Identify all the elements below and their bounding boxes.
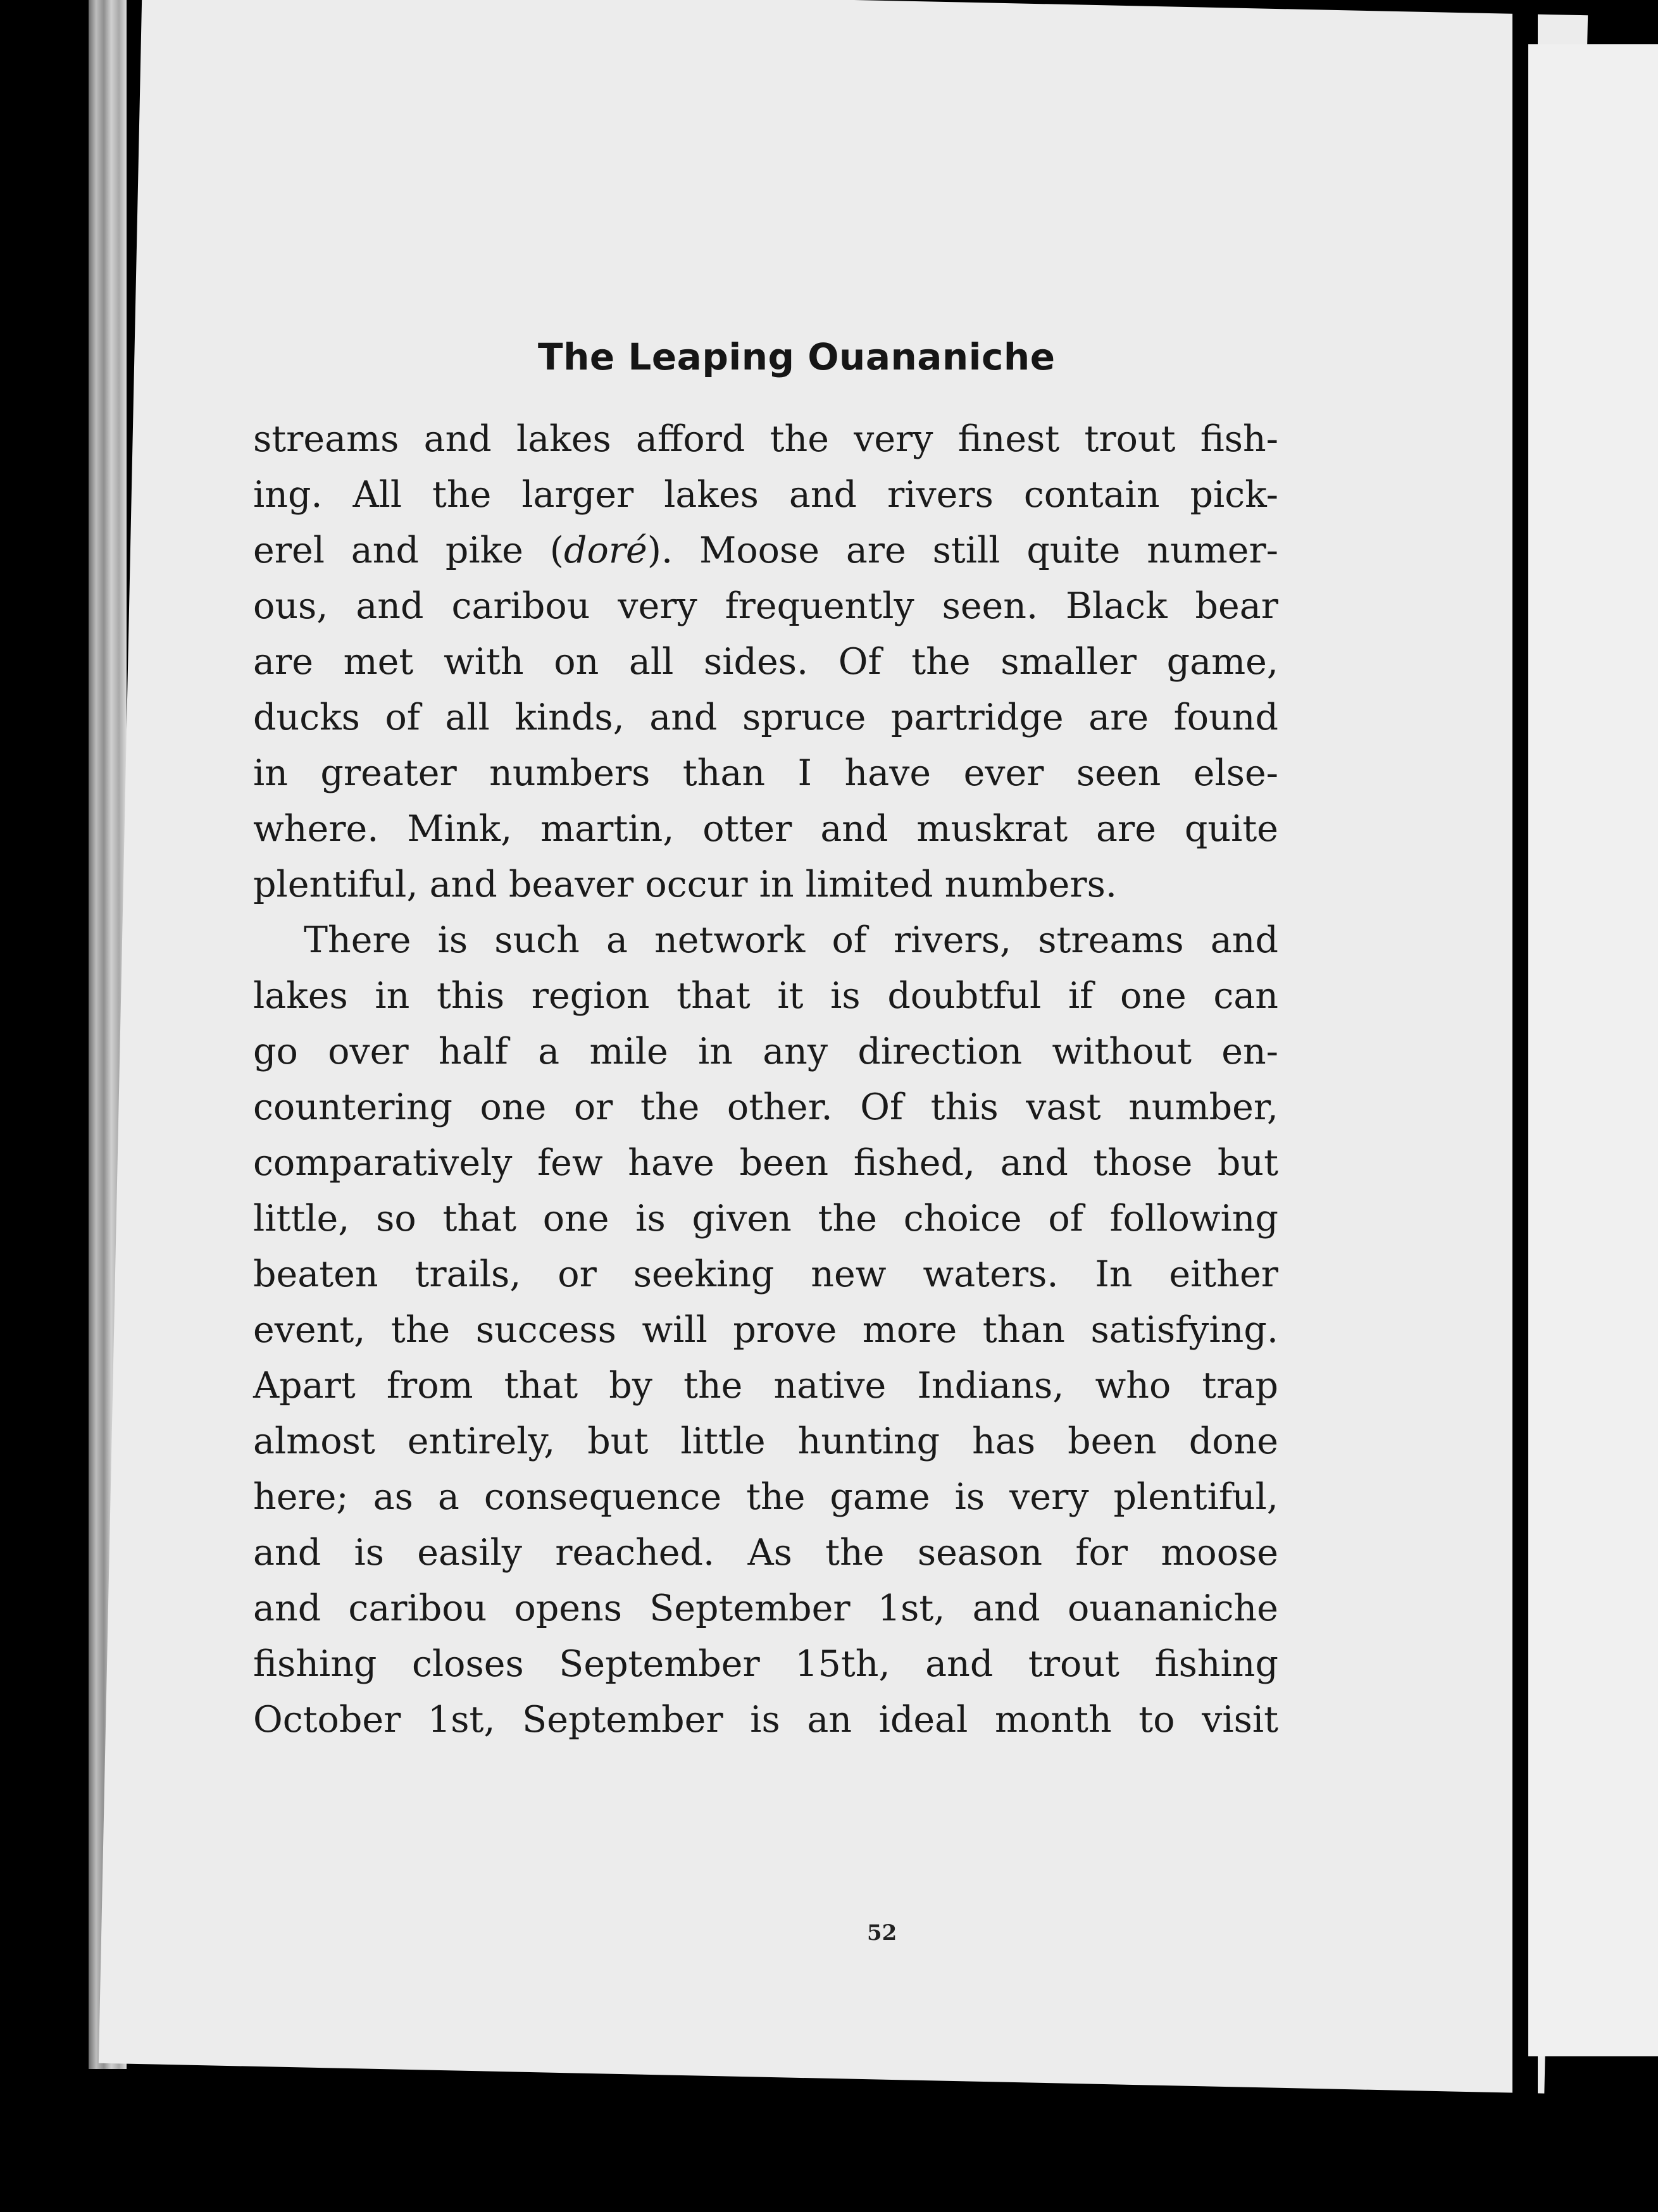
text-line: little, so that one is given the choice of following [253,1198,1278,1240]
text-line: almost entirely, but little hunting has been done [253,1420,1278,1462]
text-line: in greater numbers than I have ever seen else- [253,752,1278,794]
text-line-before-italic: erel and pike ( [253,530,564,571]
text-line: event, the success will prove more than satisfying. [253,1309,1278,1351]
text-line: here; as a consequence the game is very plentiful, [253,1476,1278,1518]
text-line: go over half a mile in any direction without en- [253,1031,1278,1072]
paragraph [253,411,1278,912]
text-line: lakes in this region that it is doubtful if one can [253,975,1278,1017]
facing-page-edge [1528,44,1658,2056]
text-line: ducks of all kinds, and spruce partridge are found [253,697,1278,738]
text-line: plentiful, and beaver occur in limited numbers. [253,864,1117,905]
text-line: fishing closes September 15th, and trout fishing [253,1643,1278,1685]
page-number: 52 [867,1920,897,1946]
text-line: There is such a network of rivers, streams and [304,919,1278,961]
text-line: streams and lakes afford the very finest trout fish- [253,418,1278,460]
text-line: ing. All the larger lakes and rivers contain pick- [253,474,1278,516]
text-line-after-italic: ). Moose are still quite numer- [647,530,1278,571]
paragraph [253,912,1278,1748]
text-line: countering one or the other. Of this vast number, [253,1086,1278,1128]
text-line: Apart from that by the native Indians, who trap [253,1365,1278,1407]
text-line: ous, and caribou very frequently seen. Black bear [253,585,1278,627]
text-line: and is easily reached. As the season for moose [253,1532,1278,1574]
text-line: comparatively few have been fished, and those but [253,1142,1278,1184]
text-line: are met with on all sides. Of the smaller game, [253,641,1278,683]
text-line [253,523,1278,578]
text-line: beaten trails, or seeking new waters. In either [253,1253,1278,1295]
text-line: where. Mink, martin, otter and muskrat are quite [253,808,1278,850]
running-head: The Leaping Ouananiche [538,335,1056,378]
text-line: October 1st, September is an ideal month to visit [253,1699,1278,1741]
body-text [253,411,1278,1748]
text-line: and caribou opens September 1st, and ouananiche [253,1588,1278,1629]
italic-word: doré [563,530,647,571]
